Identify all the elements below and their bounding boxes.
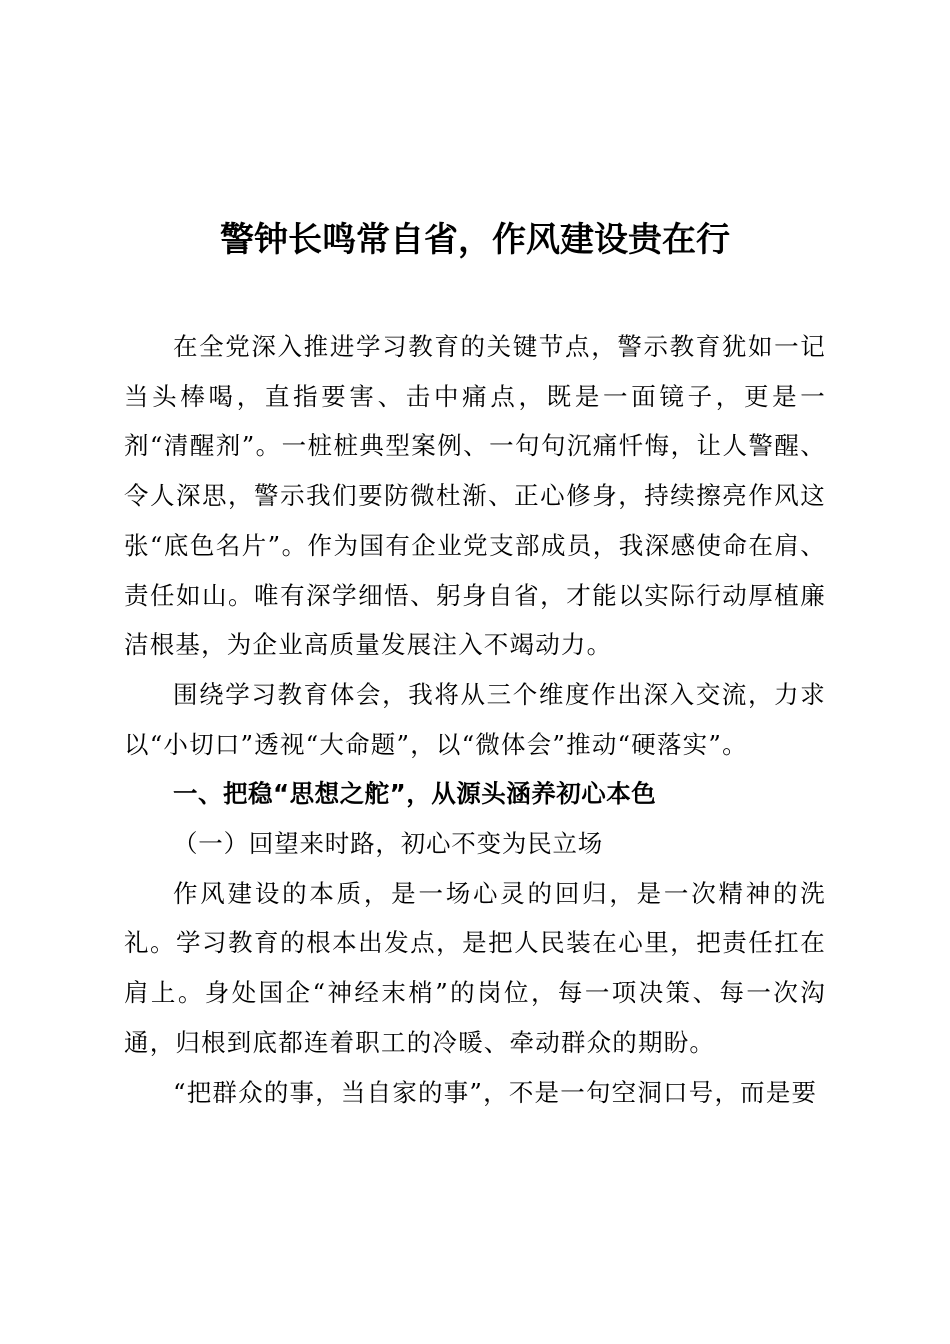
document-title: 警钟长鸣常自省，作风建设贵在行 xyxy=(220,220,730,260)
paragraph-essence: 作风建设的本质，是一场心灵的回归，是一次精神的洗礼。学习教育的根本出发点，是把人民装在心里，把责任扛在肩上。身处国企“神经末梢”的岗位，每一项决策、每一次沟通，归根到底都连着职工的冷暖、牵动群众的期盼。 xyxy=(124,878,826,1057)
document-body xyxy=(124,322,826,1117)
paragraph-overview: 围绕学习教育体会，我将从三个维度作出深入交流，力求以“小切口”透视“大命题”，以“微体会”推动“硬落实”。 xyxy=(124,679,826,759)
subsection-heading-1-1: （一）回望来时路，初心不变为民立场 xyxy=(173,829,604,859)
paragraph-intro: 在全党深入推进学习教育的关键节点，警示教育犹如一记当头棒喝，直指要害、击中痛点，既是一面镜子，更是一剂“清醒剂”。一桩桩典型案例、一句句沉痛忏悔，让人警醒、令人深思，警示我们要防微杜渐、正心修身，持续擦亮作风这张“底色名片”。作为国有企业党支部成员，我深感使命在肩、责任如山。唯有深学细悟、躬身自省，才能以实际行动厚植廉洁根基，为企业高质量发展注入不竭动力。 xyxy=(124,332,826,660)
section-heading-1: 一、把稳“思想之舵”，从源头涵养初心本色 xyxy=(173,779,657,809)
paragraph-masses: “把群众的事，当自家的事”，不是一句空洞口号，而是要 xyxy=(173,1077,818,1107)
